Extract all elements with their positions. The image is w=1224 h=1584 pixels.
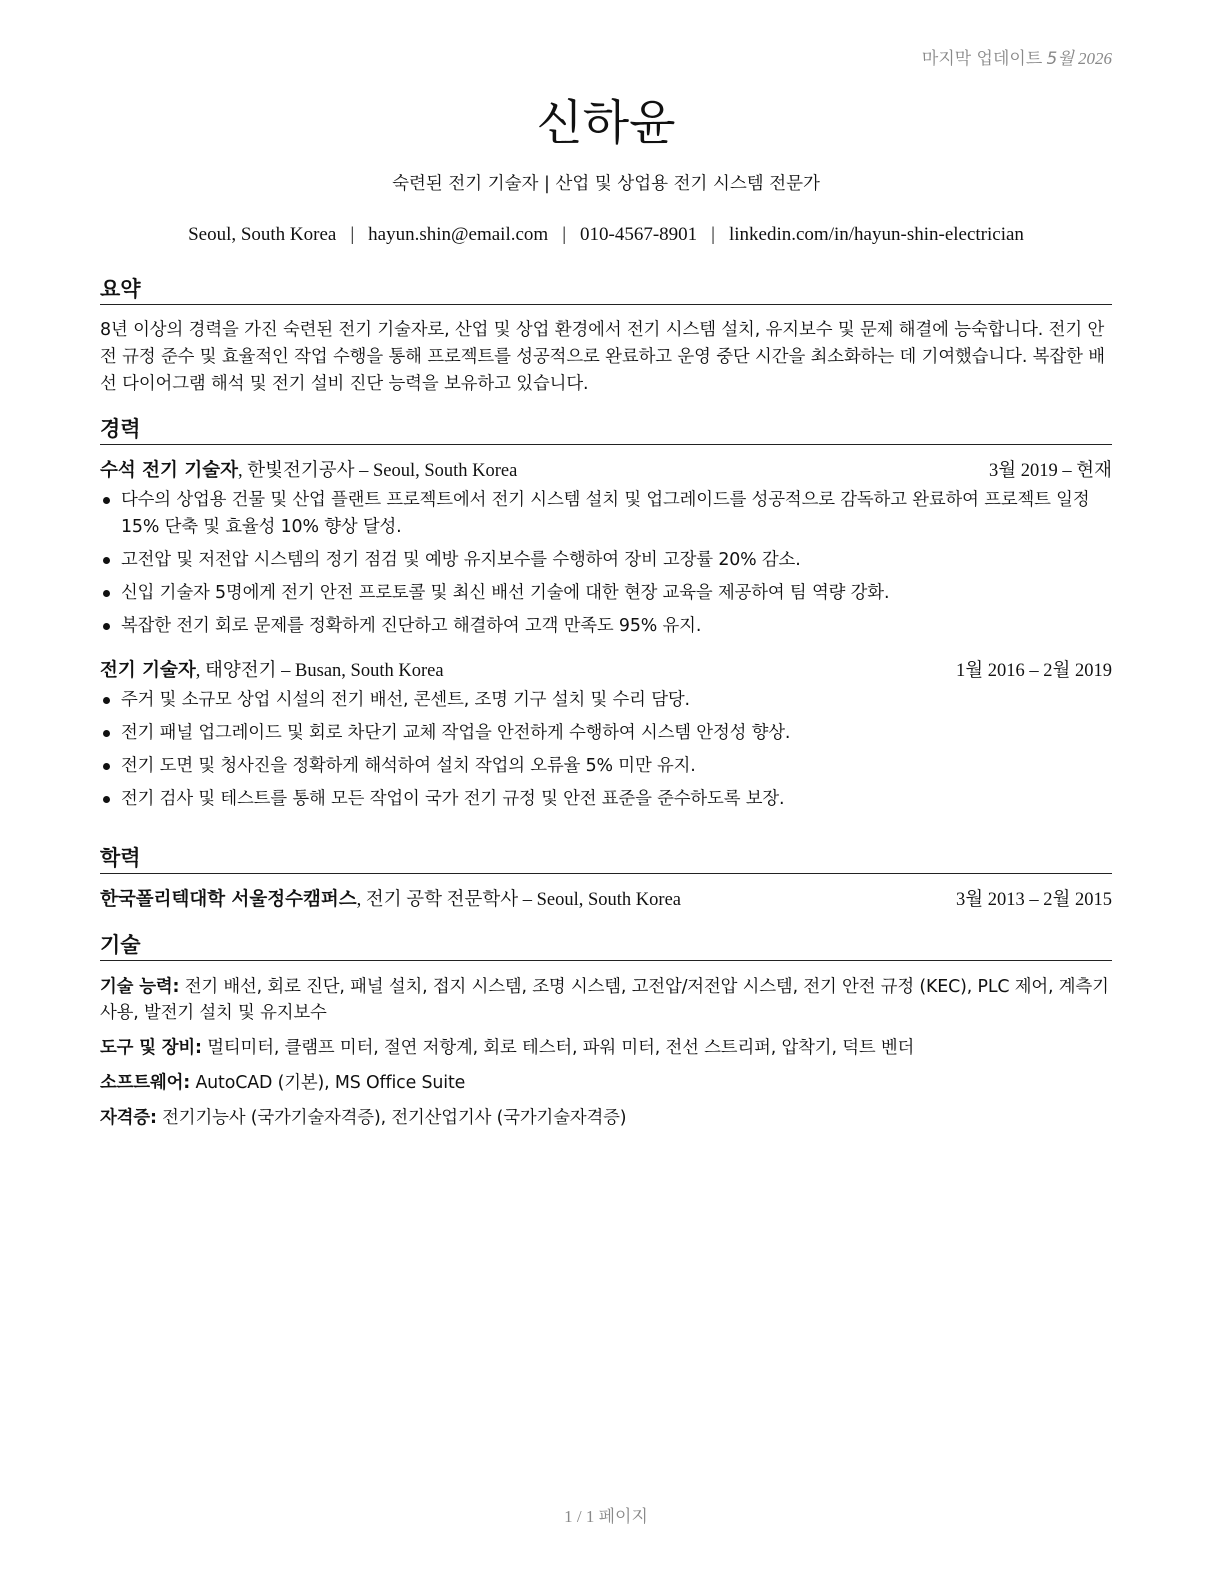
job-bullet: 전기 도면 및 청사진을 정확하게 해석하여 설치 작업의 오류율 5% 미만 유지. — [100, 753, 1112, 780]
last-updated-month: 5월 — [1046, 49, 1074, 69]
job-bullet: 주거 및 소규모 상업 시설의 전기 배선, 콘센트, 조명 기구 설치 및 수리 담당. — [100, 687, 1112, 714]
contact-separator: | — [350, 224, 355, 245]
last-updated-year: 2026 — [1078, 49, 1112, 68]
job-dates: 3월 2019 – 현재 — [989, 461, 1112, 481]
contact-line — [100, 224, 1112, 246]
summary-section — [100, 276, 1112, 398]
skills-list — [100, 974, 1112, 1131]
job-role: 전기 기술자 — [100, 660, 196, 681]
skill-row — [100, 1035, 1112, 1061]
job-bullet: 신입 기술자 5명에게 전기 안전 프로토콜 및 최신 배선 기술에 대한 현장 교육을 제공하여 팀 역량 강화. — [100, 580, 1112, 607]
job-bullet: 전기 패널 업그레이드 및 회로 차단기 교체 작업을 안전하게 수행하여 시스템 안정성 향상. — [100, 720, 1112, 747]
education-dates: 3월 2013 – 2월 2015 — [956, 890, 1112, 910]
education-school: 한국폴리텍대학 서울정수캠퍼스 — [100, 889, 357, 910]
job-role: 수석 전기 기술자 — [100, 460, 238, 481]
experience-section — [100, 416, 1112, 819]
job-entry — [100, 458, 1112, 639]
page-number: 1 / 1 페이지 — [564, 1507, 648, 1526]
skill-label: 도구 및 장비: — [100, 1038, 202, 1058]
section-title-education: 학력 — [100, 845, 1112, 874]
education-section — [100, 845, 1112, 913]
skill-text: 멀티미터, 클램프 미터, 절연 저항계, 회로 테스터, 파워 미터, 전선 스트리퍼, 압착기, 덕트 벤더 — [201, 1038, 915, 1058]
contact-separator: | — [711, 224, 715, 245]
job-dates: 1월 2016 – 2월 2019 — [956, 661, 1112, 681]
job-bullet: 복잡한 전기 회로 문제를 정확하게 진단하고 해결하여 고객 만족도 95% 유지. — [100, 613, 1112, 640]
last-updated — [922, 44, 1112, 69]
contact-phone: 010-4567-8901 — [580, 224, 698, 245]
education-degree: , 전기 공학 전문학사 – Seoul, South Korea — [356, 890, 681, 910]
job-company: , 태양전기 – Busan, South Korea — [195, 661, 444, 681]
summary-text: 8년 이상의 경력을 가진 숙련된 전기 기술자로, 산업 및 상업 환경에서 전기 시스템 설치, 유지보수 및 문제 해결에 능숙합니다. 전기 안전 규정 준수 및 효율적인 작업 수행을 통해 프로젝트를 성공적으로 완료하고 운영 중단 시간을 최소화하는 데 기여했습니다. 복잡한 배선 다이어그램 해석 및 전기 설비 진단 능력을 보유하고 있습니다. — [100, 320, 1105, 394]
skill-row — [100, 1105, 1112, 1131]
resume-page — [100, 0, 1112, 1584]
skill-label: 소프트웨어: — [100, 1073, 191, 1093]
skill-row — [100, 974, 1112, 1026]
section-title-summary: 요약 — [100, 276, 1112, 305]
headline: 숙련된 전기 기술자 | 산업 및 상업용 전기 시스템 전문가 — [392, 174, 820, 194]
section-title-skills: 기술 — [100, 932, 1112, 961]
job-bullet: 고전압 및 저전압 시스템의 정기 점검 및 예방 유지보수를 수행하여 장비 고장률 20% 감소. — [100, 547, 1112, 574]
skills-section — [100, 932, 1112, 1140]
job-header — [100, 658, 1112, 684]
education-entry — [100, 887, 1112, 913]
contact-email[interactable]: hayun.shin@email.com — [368, 224, 549, 245]
job-bullets — [100, 487, 1112, 639]
contact-location: Seoul, South Korea — [188, 224, 337, 245]
skill-row — [100, 1070, 1112, 1096]
skill-text: 전기기능사 (국가기술자격증), 전기산업기사 (국가기술자격증) — [156, 1108, 627, 1128]
job-bullet: 다수의 상업용 건물 및 산업 플랜트 프로젝트에서 전기 시스템 설치 및 업그레이드를 성공적으로 감독하고 완료하여 프로젝트 일정 15% 단축 및 효율성 10% 향상 달성. — [100, 487, 1112, 540]
contact-separator: | — [562, 224, 567, 245]
skill-text: 전기 배선, 회로 진단, 패널 설치, 접지 시스템, 조명 시스템, 고전압/저전압 시스템, 전기 안전 규정 (KEC), PLC 제어, 계측기 사용, 발전기 설치 및 유지보수 — [100, 977, 1109, 1023]
job-company: , 한빛전기공사 – Seoul, South Korea — [237, 461, 518, 481]
skill-label: 자격증: — [100, 1108, 157, 1128]
job-header — [100, 458, 1112, 484]
skill-text: AutoCAD (기본), MS Office Suite — [190, 1073, 466, 1093]
job-entry — [100, 658, 1112, 813]
candidate-name: 신하윤 — [536, 95, 676, 151]
job-bullets — [100, 687, 1112, 813]
section-title-experience: 경력 — [100, 416, 1112, 445]
job-bullet: 전기 검사 및 테스트를 통해 모든 작업이 국가 전기 규정 및 안전 표준을 준수하도록 보장. — [100, 786, 1112, 813]
contact-linkedin[interactable]: linkedin.com/in/hayun-shin-electrician — [728, 224, 1024, 245]
last-updated-label: 마지막 업데이트 — [921, 49, 1043, 69]
skill-label: 기술 능력: — [100, 977, 180, 997]
